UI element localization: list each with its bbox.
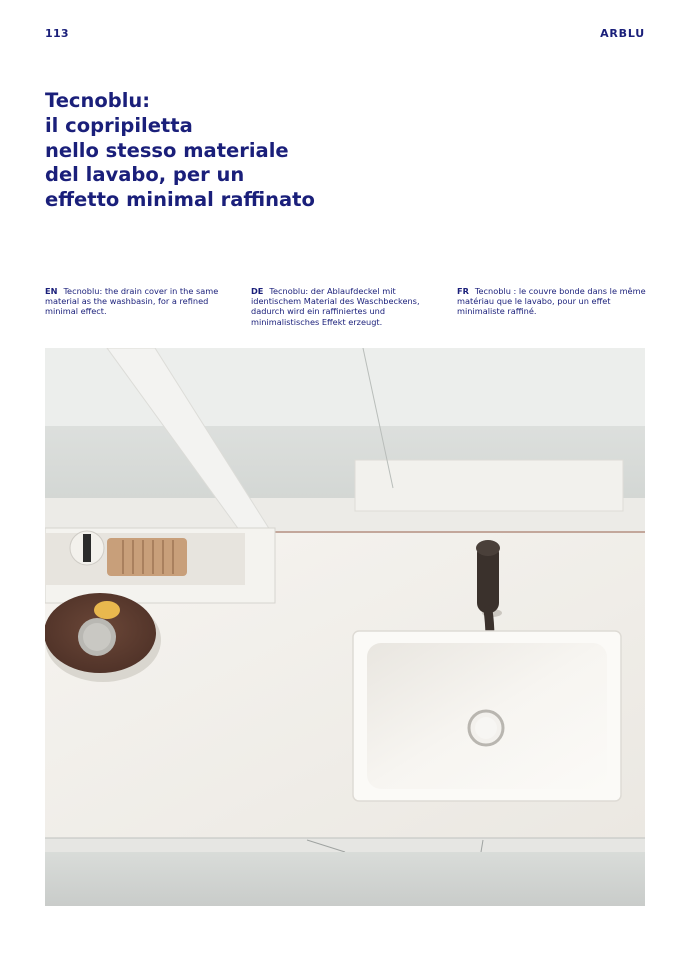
caption-text: Tecnoblu: the drain cover in the same material as the washbasin, for a refined minimal effect.	[45, 286, 219, 317]
caption-lang-code: EN	[45, 286, 58, 296]
drain-cover-inner	[475, 717, 497, 739]
caption-en	[45, 286, 235, 317]
mirror-reflection	[355, 460, 623, 511]
faucet-top	[476, 540, 500, 556]
soap-stripe	[83, 534, 91, 562]
caption-lang-code: FR	[457, 286, 469, 296]
headline-line: del lavabo, per un	[45, 163, 245, 187]
brand-name: ARBLU	[600, 27, 645, 40]
headline-line: effetto minimal raffinato	[45, 188, 315, 212]
caption-lang-code: DE	[251, 286, 264, 296]
washbasin-photo	[45, 348, 645, 906]
page-number: 113	[45, 27, 69, 40]
yellow-sponge	[94, 601, 120, 619]
cabinet-front	[45, 852, 645, 906]
stone-soap-texture	[83, 623, 111, 651]
headline	[45, 89, 465, 213]
caption-fr	[457, 286, 649, 317]
headline-line: Tecnoblu:	[45, 89, 151, 112]
wooden-box	[107, 538, 187, 576]
headline-line: il copripiletta	[45, 113, 193, 137]
headline-line: nello stesso materiale	[45, 138, 289, 162]
countertop-edge	[45, 838, 645, 852]
caption-de	[251, 286, 441, 327]
caption-text: Tecnoblu : le couvre bonde dans le même matériau que le lavabo, pour un effet minimaliste raffiné.	[457, 286, 646, 317]
caption-text: Tecnoblu: der Ablaufdeckel mit identischem Material des Waschbeckens, dadurch wird ein raffiniertes und minimalistisches Effekt erzeugt.	[251, 286, 420, 327]
